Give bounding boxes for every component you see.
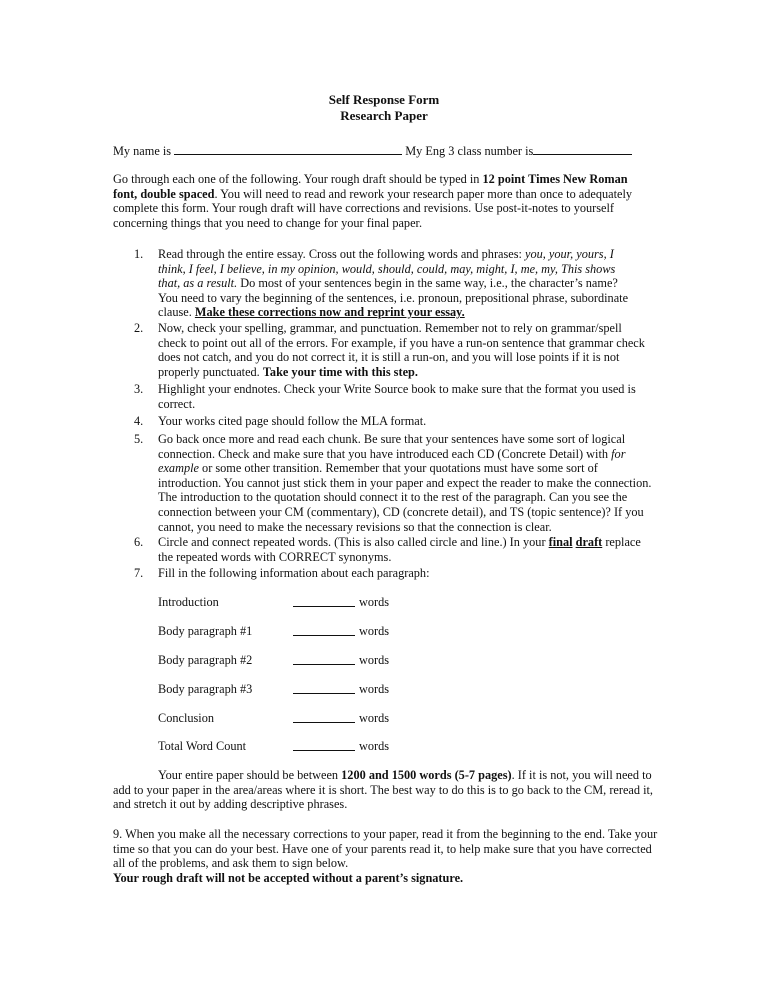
blank-body-3[interactable] — [293, 682, 355, 694]
class-number-blank[interactable] — [533, 143, 632, 155]
name-line — [113, 143, 632, 159]
item-5-number: 5. — [134, 432, 144, 446]
row-label-conclusion: Conclusion — [158, 711, 215, 725]
blank-body-1[interactable] — [293, 624, 355, 636]
blank-conclusion[interactable] — [293, 711, 355, 723]
item-4-text: Your works cited page should follow the MLA format. — [158, 414, 427, 428]
intro-text-2: . You will need to read and rework your research paper more than once to adequately complete this form. Your rough draft will have corrections and revisions. Use post-it-notes to yourself concerning things that you need to change for your final paper. — [113, 186, 633, 230]
intro-paragraph — [113, 172, 648, 230]
blank-total[interactable] — [293, 739, 355, 751]
item-5 — [158, 432, 658, 534]
item-1 — [158, 247, 630, 320]
signature-requirement: Your rough draft will not be accepted without a parent’s signature. — [113, 870, 464, 885]
item-1-number: 1. — [134, 247, 144, 261]
row-unit: words — [359, 653, 390, 667]
row-label-body-3: Body paragraph #3 — [158, 682, 253, 696]
item-9 — [113, 827, 658, 885]
class-number-label: My Eng 3 class number is — [405, 144, 534, 158]
item-6 — [158, 535, 658, 564]
row-label-body-1: Body paragraph #1 — [158, 624, 253, 638]
page-title: Self Response Form — [328, 92, 440, 107]
blank-body-2[interactable] — [293, 653, 355, 665]
length-note-text-1: Your entire paper should be between — [158, 768, 342, 782]
item-3 — [158, 382, 654, 411]
item-5-italic: for example — [158, 446, 626, 476]
blank-introduction[interactable] — [293, 595, 355, 607]
item-7-number: 7. — [134, 566, 144, 580]
item-2-bold: Take your time with this step. — [262, 364, 418, 379]
item-6-number: 6. — [134, 535, 144, 549]
row-label-introduction: Introduction — [158, 595, 219, 609]
intro-text-1: Go through each one of the following. Your rough draft should be typed in — [113, 172, 483, 186]
item-6-text-2: replace the repeated words with CORRECT synonyms. — [158, 535, 641, 564]
item-1-italic-words: you, your, yours, I think, I feel, I believe, in my opinion, would, should, could, may, might, I, me, my, This shows that, as a result. — [158, 247, 616, 291]
row-label-body-2: Body paragraph #2 — [158, 653, 253, 667]
name-blank[interactable] — [174, 143, 402, 155]
row-label-total: Total Word Count — [158, 739, 247, 753]
item-2 — [158, 321, 646, 379]
row-unit: words — [359, 682, 390, 696]
item-6-final: final — [548, 535, 573, 549]
name-label: My name is — [113, 144, 172, 158]
row-unit: words — [359, 711, 390, 725]
item-6-draft: draft — [575, 535, 603, 549]
item-1-bold-underline: Make these corrections now and reprint your essay. — [194, 305, 465, 320]
item-6-text-1: Circle and connect repeated words. (This is also called circle and line.) In your — [158, 535, 549, 549]
item-3-text: Highlight your endnotes. Check your Write Source book to make sure that the format you used is correct. — [158, 382, 636, 411]
row-unit: words — [359, 739, 390, 753]
item-1-text-2: Do most of your sentences begin in the same way, i.e., the character’s name? You need to vary the beginning of the sentences, i.e. pronoun, prepositional phrase, subordinate clause. — [158, 276, 629, 320]
item-4-number: 4. — [134, 414, 144, 428]
item-7-text: Fill in the following information about each paragraph: — [158, 566, 430, 580]
item-1-text-1: Read through the entire essay. Cross out the following words and phrases: — [158, 247, 526, 261]
item-3-number: 3. — [134, 382, 144, 396]
item-9-text: 9. When you make all the necessary corrections to your paper, read it from the beginning to the end. Take your time so that you can do your best. Have one of your parents read it, to help make sure that you have corrected all of the problems, and ask them to sign below. — [113, 827, 658, 871]
row-unit: words — [359, 624, 390, 638]
page-subtitle: Research Paper — [340, 108, 428, 123]
item-5-text-2: or some other transition. Remember that your quotations must have some sort of introduction. You cannot just stick them in your paper and expect the reader to make the connection. The introduction to the quotation should connect it to the rest of the paragraph. Can you see the connection between your CM (commentary), CD (concrete detail), and TS (topic sentence)? If you cannot, you need to make the necessary revisions so that the connection is clear. — [158, 461, 652, 534]
item-7 — [158, 566, 658, 581]
item-5-text-1: Go back once more and read each chunk. Be sure that your sentences have some sort of logical connection. Check and make sure that you have introduced each CD (Concrete Detail) with — [158, 432, 626, 461]
item-2-text: Now, check your spelling, grammar, and punctuation. Remember not to rely on grammar/spell check to point out all of the errors. For example, if you have a run-on sentence that grammar check does not catch, and you do not correct it, it is still a run-on, and you will lose points if it is not properly punctuated. — [158, 321, 645, 379]
item-4 — [158, 414, 658, 429]
length-note-text-2: . If it is not, you will need to add to your paper in the area/areas where it is short. The best way to do this is to go back to the CM, reread it, and stretch it out by adding descriptive phrases. — [113, 768, 654, 812]
length-note-bold: 1200 and 1500 words (5-7 pages) — [341, 768, 512, 782]
intro-bold-format: 12 point Times New Roman font, double spaced — [113, 172, 628, 201]
length-note — [113, 768, 658, 812]
row-unit: words — [359, 595, 390, 609]
item-2-number: 2. — [134, 321, 144, 335]
